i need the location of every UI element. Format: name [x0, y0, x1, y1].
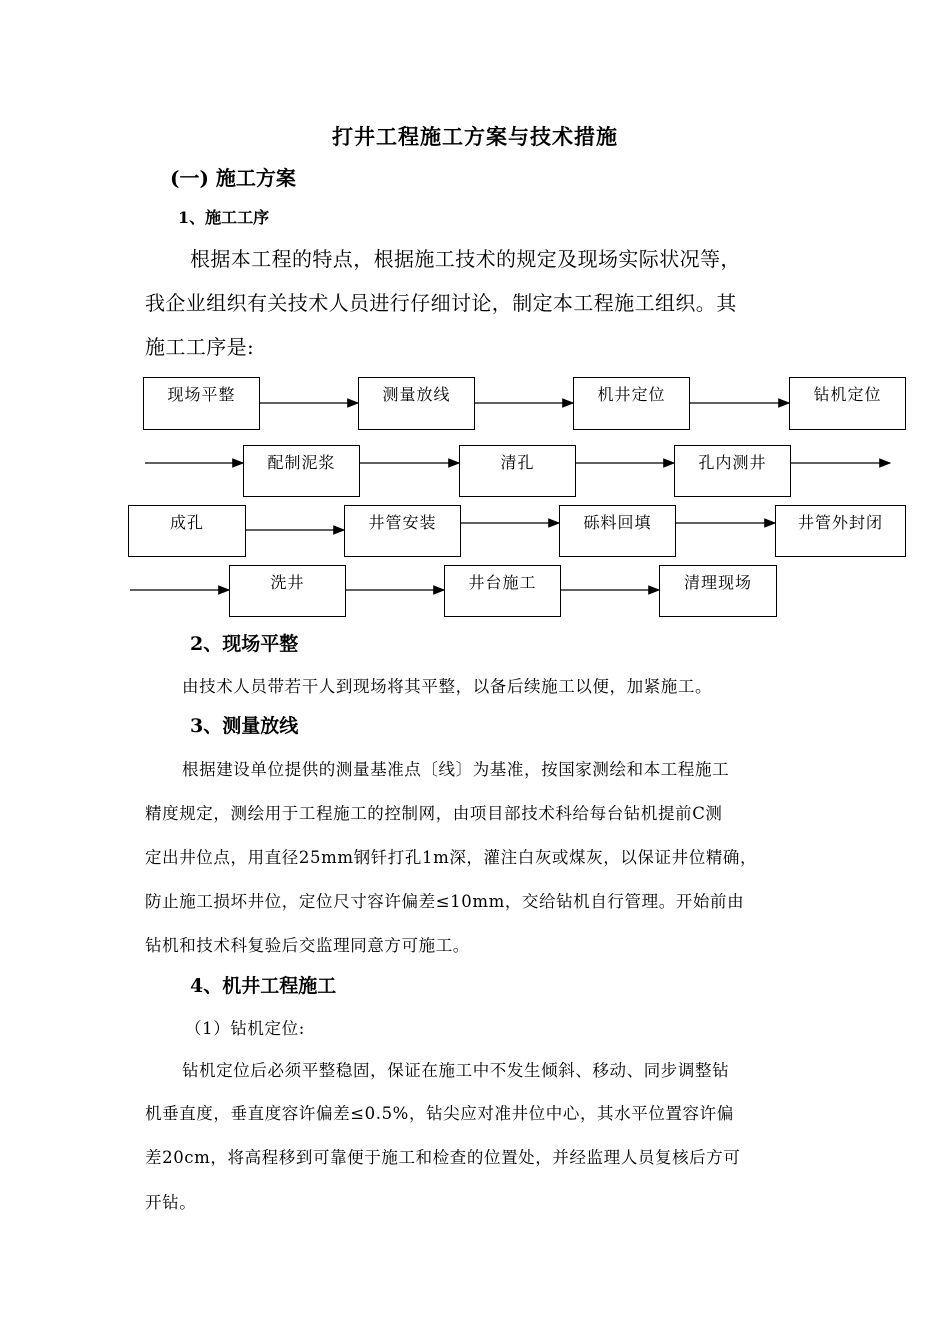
- paragraph-line: 开钻。: [145, 1193, 197, 1212]
- paragraph-line: 防止施工损坏井位，定位尺寸容许偏差≤10mm，交给钻机自行管理。开始前由: [145, 892, 745, 911]
- paragraph-line: 钻机和技术科复验后交监理同意方可施工。: [145, 936, 470, 955]
- paragraph-line: 精度规定，测绘用于工程施工的控制网，由项目部技术科给每台钻机提前C测: [145, 804, 723, 823]
- section-heading: 2、现场平整: [190, 633, 299, 655]
- paragraph-line: 定出井位点，用直径25mm钢钎打孔1m深，灌注白灰或煤灰，以保证井位精确，: [145, 848, 758, 867]
- paragraph-line: 由技术人员带若干人到现场将其平整，以备后续施工以便，加紧施工。: [182, 677, 713, 696]
- flow-step-box: 井台施工: [444, 565, 561, 617]
- section-heading: 4、机井工程施工: [190, 975, 337, 997]
- flow-step-box: 清理现场: [659, 565, 777, 617]
- subsection-heading: （1）钻机定位:: [185, 1019, 305, 1038]
- intro-line: 根据本工程的特点，根据施工技术的规定及现场实际状况等，: [190, 247, 741, 271]
- flow-step-box: 钻机定位: [789, 377, 906, 430]
- flow-step-box: 砾料回填: [559, 505, 676, 557]
- flow-step-box: 孔内测井: [674, 445, 791, 497]
- flow-step-box: 井管外封闭: [775, 505, 906, 557]
- flow-step-box: 配制泥浆: [243, 445, 360, 497]
- flow-step-box: 成孔: [128, 505, 246, 557]
- flow-step-box: 机井定位: [573, 377, 690, 430]
- paragraph-line: 根据建设单位提供的测量基准点〔线〕为基准，按国家测绘和本工程施工: [182, 760, 730, 779]
- flow-step-box: 现场平整: [143, 377, 260, 430]
- flow-step-box: 清孔: [459, 445, 576, 497]
- subsection-heading: 1、施工工序: [178, 208, 270, 227]
- section-heading: (一) 施工方案: [170, 166, 296, 190]
- intro-line: 我企业组织有关技术人员进行仔细讨论，制定本工程施工组织。其: [145, 291, 737, 315]
- page-title: 打井工程施工方案与技术措施: [332, 124, 618, 149]
- paragraph-line: 机垂直度，垂直度容许偏差≤0.5%，钻尖应对准井位中心，其水平位置容许偏: [145, 1104, 734, 1123]
- paragraph-line: 钻机定位后必须平整稳固，保证在施工中不发生倾斜、移动、同步调整钻: [182, 1061, 730, 1080]
- flow-step-box: 井管安装: [344, 505, 461, 557]
- paragraph-line: 差20cm，将高程移到可靠便于施工和检查的位置处，并经监理人员复核后方可: [145, 1148, 741, 1167]
- section-heading: 3、测量放线: [190, 715, 299, 737]
- flow-step-box: 洗井: [229, 565, 346, 617]
- flow-step-box: 测量放线: [358, 377, 475, 430]
- intro-line: 施工工序是:: [145, 335, 255, 359]
